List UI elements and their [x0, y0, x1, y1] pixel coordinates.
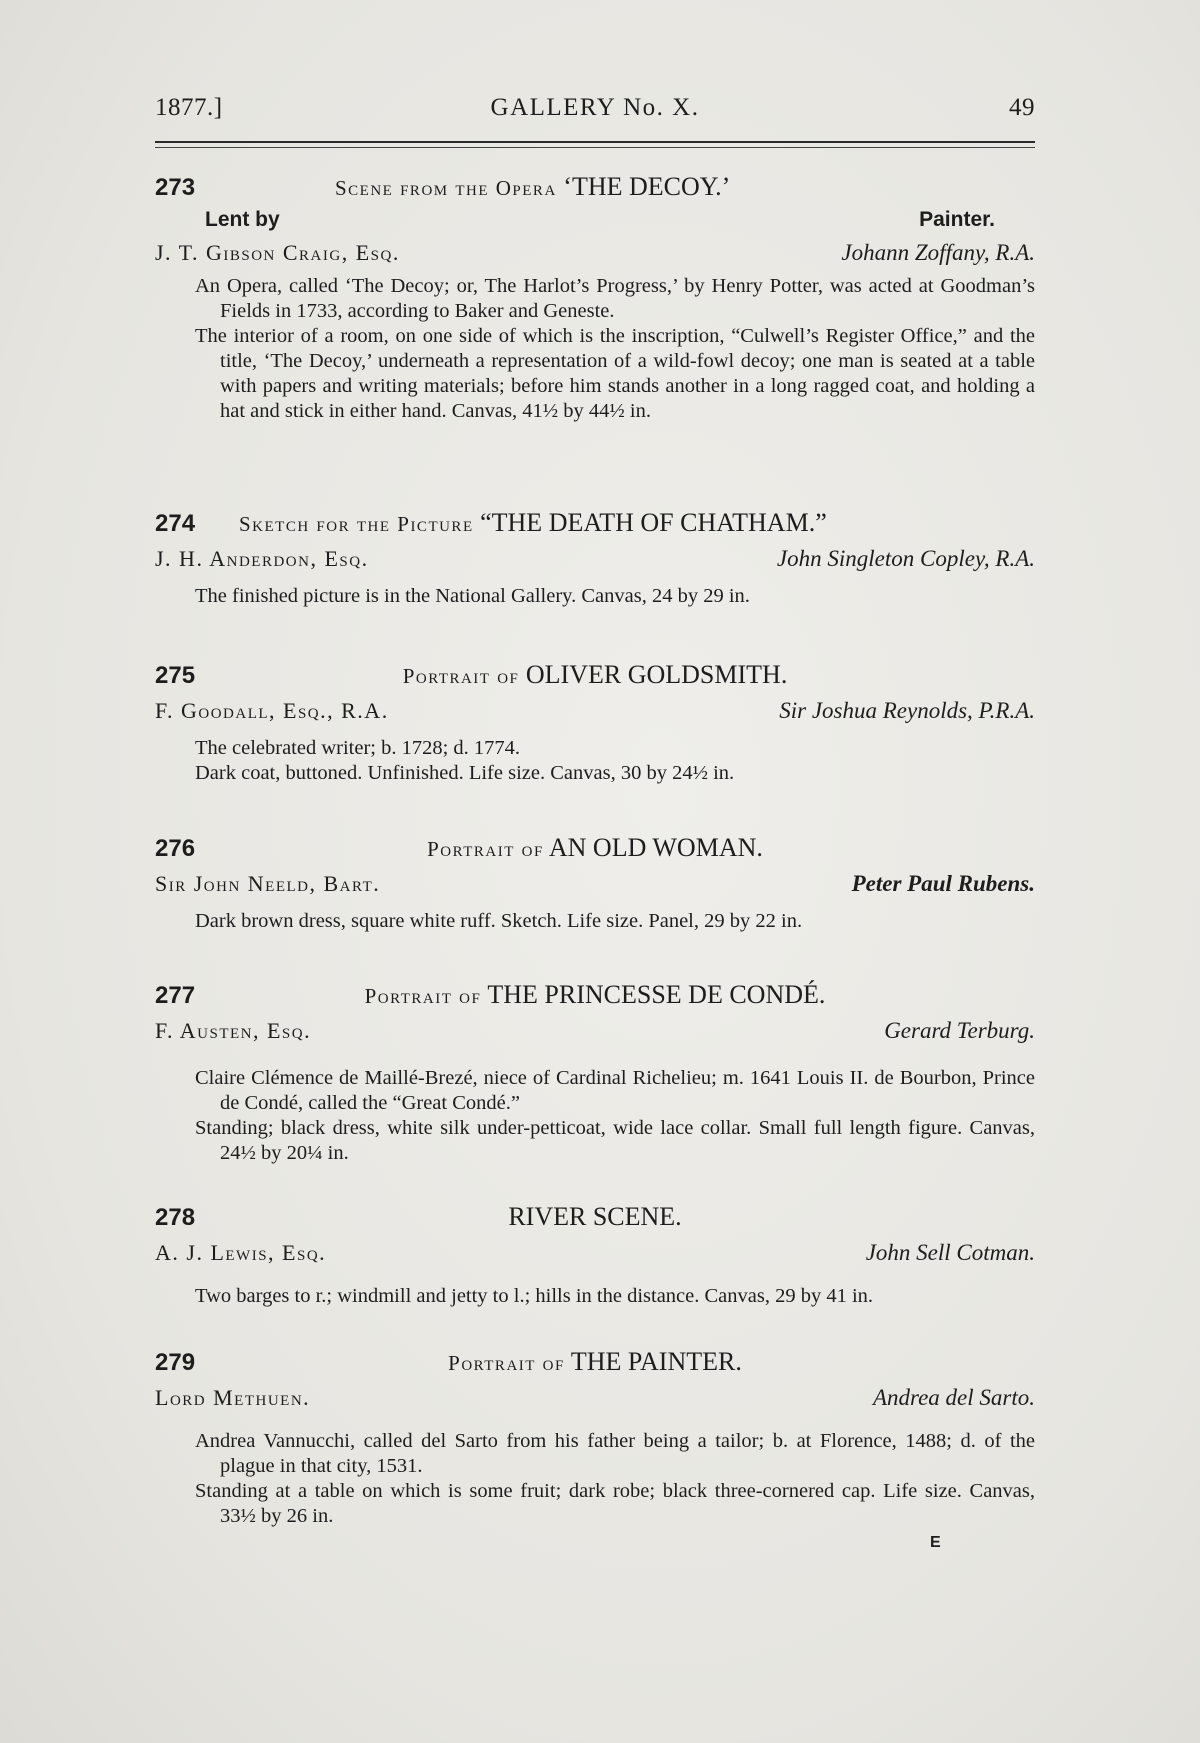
- entry-title: [239, 508, 1035, 538]
- lender-name: F. Goodall, Esq., R.A.: [155, 698, 389, 723]
- entry-title: [155, 660, 1035, 690]
- entry-title: [155, 980, 1035, 1010]
- title-text: THE PRINCESSE DE CONDÉ.: [487, 980, 826, 1009]
- header-title: GALLERY No. X.: [490, 94, 700, 121]
- description-paragraph: The finished picture is in the National Gallery. Canvas, 24 by 29 in.: [195, 585, 750, 607]
- description-paragraph: Standing; black dress, white silk under-petticoat, wide lace collar. Small full length figure. Canvas, 24½ by 20¼ in.: [195, 1117, 1035, 1164]
- catalogue-entry-277: [155, 980, 1035, 1166]
- painter-name: Johann Zoffany, R.A.: [841, 240, 1035, 265]
- entry-number: 273: [155, 174, 196, 201]
- description-paragraph: Dark brown dress, square white ruff. Sketch. Life size. Panel, 29 by 22 in.: [195, 910, 803, 932]
- painter-name: John Singleton Copley, R.A.: [776, 546, 1035, 571]
- title-prefix: Portrait of: [427, 837, 544, 861]
- title-text: OLIVER GOLDSMITH.: [525, 660, 788, 689]
- description-paragraph: Two barges to r.; windmill and jetty to l.; hills in the distance. Canvas, 29 by 41 in.: [195, 1285, 874, 1307]
- header-year: 1877.]: [155, 94, 223, 121]
- painter-name: Sir Joshua Reynolds, P.R.A.: [779, 698, 1035, 723]
- catalogue-entry-278: [155, 1202, 1035, 1309]
- entry-description: [195, 736, 1035, 786]
- title-text: RIVER SCENE.: [508, 1202, 682, 1231]
- title-text: ‘THE DECOY.’: [563, 172, 731, 201]
- catalogue-entry-276: [155, 833, 1035, 934]
- description-paragraph: Standing at a table on which is some fruit; dark robe; black three-cornered cap. Life size. Canvas, 33½ by 26 in.: [195, 1480, 1035, 1527]
- entry-number: 279: [155, 1349, 196, 1376]
- catalogue-entry-274: [155, 508, 1035, 609]
- catalogue-entry-275: [155, 660, 1035, 786]
- title-text: AN OLD WOMAN.: [548, 833, 763, 862]
- entry-title: [155, 1347, 1035, 1377]
- lender-name: Sir John Neeld, Bart.: [155, 871, 381, 896]
- title-prefix: Sketch for the Picture: [239, 512, 474, 536]
- description-paragraph: The interior of a room, on one side of which is the inscription, “Culwell’s Register Office,” and the title, ‘The Decoy,’ underneath a representation of a wild-fowl decoy; one man is seated at a table with papers and writing materials; before him stands another in a long ragged coat, and holding a hat and stick in either hand. Canvas, 41½ by 44½ in.: [195, 325, 1035, 422]
- header-rule: [155, 141, 1035, 143]
- catalogue-entry-279: [155, 1347, 1035, 1529]
- signature-mark: E: [930, 1534, 941, 1551]
- description-paragraph: The celebrated writer; b. 1728; d. 1774.: [195, 737, 521, 759]
- title-text: THE PAINTER.: [570, 1347, 742, 1376]
- column-subheads: [155, 208, 1035, 238]
- catalogue-entry-273: [155, 172, 1035, 424]
- entry-description: [195, 1429, 1035, 1529]
- header-rule-thin: [155, 147, 1035, 148]
- description-paragraph: Claire Clémence de Maillé-Brezé, niece of Cardinal Richelieu; m. 1641 Louis II. de Bourbon, Prince de Condé, called the “Great Condé.”: [195, 1067, 1035, 1114]
- entry-description: [195, 909, 1035, 934]
- title-prefix: Portrait of: [364, 984, 482, 1008]
- entry-title: [155, 833, 1035, 863]
- lent-by-label: Lent by: [205, 208, 280, 231]
- title-prefix: Portrait of: [448, 1351, 565, 1375]
- lender-name: Lord Methuen.: [155, 1385, 311, 1410]
- title-prefix: Scene from the Opera: [335, 176, 557, 200]
- painter-name: Peter Paul Rubens.: [851, 871, 1035, 896]
- entry-number: 274: [155, 510, 196, 537]
- entry-number: 275: [155, 662, 196, 689]
- entry-number: 276: [155, 835, 196, 862]
- entry-title: [155, 1202, 1035, 1232]
- entry-description: [195, 1066, 1035, 1166]
- description-paragraph: Dark coat, buttoned. Unfinished. Life size. Canvas, 30 by 24½ in.: [195, 762, 735, 784]
- running-header: [155, 94, 1035, 134]
- painter-label: Painter.: [919, 208, 995, 231]
- painter-name: Gerard Terburg.: [884, 1018, 1035, 1043]
- painter-name: John Sell Cotman.: [865, 1240, 1035, 1265]
- description-paragraph: Andrea Vannucchi, called del Sarto from his father being a tailor; b. at Florence, 1488; d. of the plague in that city, 1531.: [195, 1430, 1035, 1477]
- entry-title: [335, 172, 730, 202]
- lender-name: J. T. Gibson Craig, Esq.: [155, 240, 400, 265]
- title-text: “THE DEATH OF CHATHAM.”: [480, 508, 827, 537]
- lender-name: F. Austen, Esq.: [155, 1018, 312, 1043]
- entry-description: [195, 1284, 1035, 1309]
- description-paragraph: An Opera, called ‘The Decoy; or, The Harlot’s Progress,’ by Henry Potter, was acted at Goodman’s Fields in 1733, according to Baker and Geneste.: [195, 275, 1035, 322]
- entry-number: 278: [155, 1204, 196, 1231]
- painter-name: Andrea del Sarto.: [872, 1385, 1035, 1410]
- entry-number: 277: [155, 982, 196, 1009]
- title-prefix: Portrait of: [402, 664, 520, 688]
- page-number: 49: [1009, 94, 1035, 121]
- entry-description: [195, 274, 1035, 424]
- lender-name: J. H. Anderdon, Esq.: [155, 546, 369, 571]
- lender-name: A. J. Lewis, Esq.: [155, 1240, 327, 1265]
- entry-description: [195, 584, 1035, 609]
